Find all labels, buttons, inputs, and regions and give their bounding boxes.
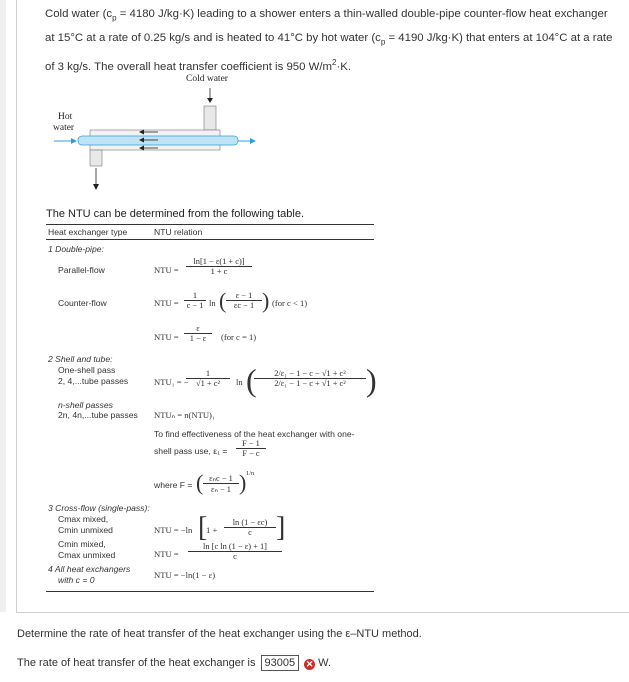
cold-inlet-pipe [204, 106, 216, 130]
row-n-shell: 2n, 4n,...tube passes [58, 410, 138, 420]
incorrect-icon: ✕ [305, 659, 314, 669]
answer-line: The rate of heat transfer of the heat exchanger is 93005 ✕ W. [17, 657, 331, 669]
where-f-frac: εₙc − 1 εₙ − 1 [203, 473, 239, 494]
col-header-type: Heat exchanger type [48, 227, 128, 237]
question-text: Determine the rate of heat transfer of the heat exchanger using the ε–NTU method. [17, 628, 422, 640]
shell-frac1: $\frac{1}{\text{√1 + c²}}$ [186, 369, 230, 388]
section-double-pipe: 1 Double-pipe: [48, 244, 104, 254]
col-header-ntu: NTU relation [154, 227, 203, 237]
section-cross-flow: 3 Cross-flow (single-pass): [48, 503, 150, 513]
section-all-exchangers: 4 All heat exchangers [48, 564, 131, 574]
cross-flow-frac1: $\frac{\ln (1 - \varepsilon c)}{c}$ [224, 518, 276, 537]
effectiveness-frac: $\frac{F - 1}{F - c}$ [236, 439, 266, 458]
hot-label-2: water [53, 123, 75, 133]
left-accent-bar [0, 0, 6, 612]
counter-flow-frac1: $\frac{1}{c - 1}$ [184, 291, 206, 310]
cold-arrow-head [207, 98, 213, 103]
cold-outlet-pipe [90, 150, 102, 166]
answer-input[interactable]: 93005 [261, 655, 300, 671]
table-title: The NTU can be determined from the following table. [46, 208, 305, 220]
cold-water-label: Cold water [186, 74, 228, 84]
row-counter-flow: Counter-flow [58, 298, 107, 308]
row-one-shell: 2, 4,...tube passes [58, 376, 129, 386]
counter-flow-c1-relation: $\frac{\varepsilon}{1 - \varepsilon}$ [184, 324, 212, 343]
row-parallel-flow: Parallel-flow [58, 265, 105, 275]
ntu-relations-table: The NTU can be determined from the following table. Heat exchanger type NTU relation 1 Double-pipe: Parallel-flow NTU = $\frac{\ln[1 - \varepsilon(1 + c)]}{1 + c}$ Counter-flow NTU = $\frac{1}{c - 1}$ ln ( $\frac{\varepsilon - 1}{\varepsilon c - 1}$ ) (for c < 1) NTU = $\frac{\varepsilon}{1 - \varepsilon}$ (for c = 1) 2 Shell and tube: One-shell pass 2, 4,...tube passes NTU₁ = − $\frac{1}{\text{√1 + c²}}$ ln ( $\frac{\text{2/ε₁ − 1 − c − √1 + c²}}{\text{2/ε₁ − 1 − c + √1 + c²}}$ ) n-shell passes 2n, 4n,...tube passes NTUₙ = n(NTU)₁ To find effectiveness of the heat exchanger with one- shell pass use, ε₁ = $\frac{F - 1}{F - c}$ where F = ( εₙc − 1 εₙ − 1 ) 1/n 3 Cross-flow (single-pass): Cmax mixed, Cmin unmixed NTU = −ln [ 1 + $\frac{\ln (1 - \varepsilon c)}{c}$ ] Cmin mixed, Cmax unmixed NTU = $\frac{\text{ln [c ln (1 − ε) + 1]}}{c}$ 4 All heat exchangers with c = 0 NTU = −ln(1 − ε) [46, 208, 376, 224]
heat-exchanger-figure [46, 68, 286, 208]
problem-statement: Cold water ($c_p = 4180$ J/kg·K) leading to a shower enters a thin-walled double-pipe counter-flow heat exchanger at 15°C at a rate of 0.25 kg/s and is heated to 41°C by hot water ($c_p = 4190$ J/kg·K) that enters at 104°C at a rate of 3 kg/s. The overall heat transfer coefficient is 950 $W/m^2\cdot K$. [45, 8, 613, 73]
hot-label-1: Hot [58, 112, 73, 122]
shell-frac2: $\frac{\text{2/ε₁ − 1 − c − √1 + c²}}{\text{2/ε₁ − 1 − c + √1 + c²}}$ [254, 369, 366, 388]
inner-pipe [78, 136, 238, 145]
section-shell-tube: 2 Shell and tube: [48, 354, 113, 364]
counter-flow-frac2: $\frac{\varepsilon - 1}{\varepsilon c - 1}$ [226, 291, 262, 310]
parallel-flow-relation: $\frac{\ln[1 - \varepsilon(1 + c)]}{1 + c}$ [186, 257, 252, 276]
cross-flow-frac2: $\frac{\text{ln [c ln (1 − ε) + 1]}}{c}$ [188, 542, 282, 561]
